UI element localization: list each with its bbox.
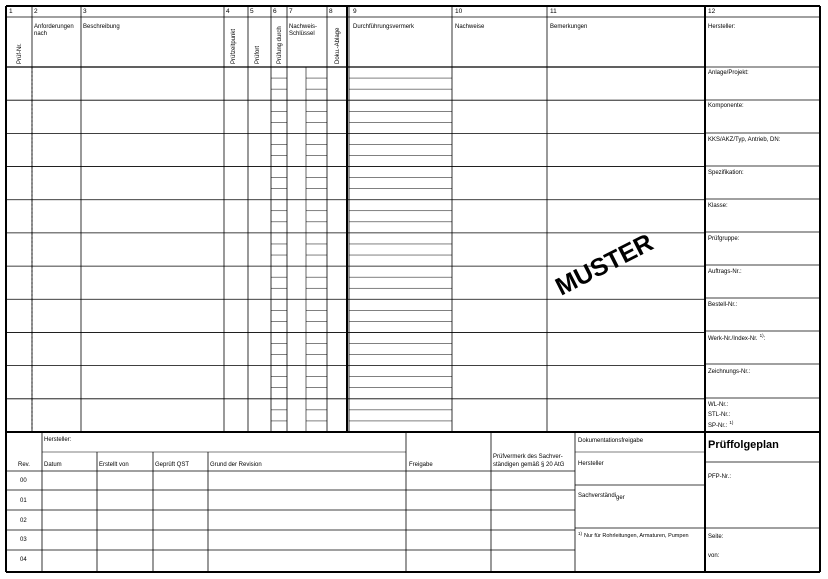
header-nachweis-2: Schlüssel [289, 31, 315, 37]
label-klasse: Klasse: [708, 203, 728, 209]
label-pfp-nr: PFP-Nr.: [708, 474, 732, 480]
label-spezifikation: Spezifikation: [708, 170, 744, 176]
col-number-6: 6 [273, 8, 277, 15]
rev-row-00: 00 [20, 478, 27, 484]
plan-block [708, 439, 779, 559]
header-durchfuehrungsvermerk: Durchführungsvermerk [353, 24, 415, 30]
header-doku-ablage: Doku.-Ablage [335, 27, 341, 64]
label-komponente: Komponente: [708, 103, 744, 109]
label-hersteller: Hersteller: [708, 24, 736, 30]
col-number-4: 4 [226, 8, 230, 15]
label-grund: Grund der Revision [210, 462, 262, 468]
label-werk-nr: Werk-Nr./Index-Nr.$^{1)}$: [708, 333, 766, 342]
header-pruefzeitpunkt: Prüfzeitpunkt [231, 28, 237, 64]
label-seite: Seite: [708, 534, 724, 540]
footnote: $^{1)}$ Nur für Rohrleitungen, Armaturen, Pumpen [578, 531, 689, 539]
col-number-12: 12 [708, 8, 716, 15]
column-headers [17, 24, 587, 64]
label-stl-nr: STL-Nr.: [708, 412, 731, 418]
muster-watermark: MUSTER [550, 228, 658, 302]
label-anlage-projekt: Anlage/Projekt: [708, 70, 749, 76]
label-rev-hersteller: Hersteller: [44, 437, 72, 443]
header-pruef-nr: Prüf-Nr. [17, 43, 23, 64]
header-anforderungen-2: nach [34, 31, 48, 37]
plan-title: Prüffolgeplan [708, 439, 779, 451]
label-pruefvermerk-2: ständigen gemäß § 20 AtG [493, 462, 565, 468]
header-nachweis-1: Nachweis- [289, 24, 318, 30]
label-sp-nr: SP-Nr.:$^{1)}$ [708, 420, 734, 429]
label-von: von: [708, 553, 720, 559]
column-numbers [9, 8, 716, 15]
header-beschreibung: Beschreibung [83, 24, 120, 30]
col-number-3: 3 [83, 8, 87, 15]
rev-row-02: 02 [20, 518, 27, 524]
col-number-9: 9 [353, 8, 357, 15]
label-zeichnungs-nr: Zeichnungs-Nr.: [708, 369, 751, 375]
label-pruefvermerk-1: Prüfvermerk des Sachver- [493, 454, 563, 460]
label-erstellt-von: Erstellt von [99, 462, 129, 468]
col-number-2: 2 [34, 8, 38, 15]
label-dokumentationsfreigabe: Dokumentationsfreigabe [578, 438, 644, 444]
header-anforderungen-1: Anforderungen [34, 24, 74, 30]
label-pruefgruppe: Prüfgruppe: [708, 236, 740, 242]
rev-row-04: 04 [20, 557, 27, 563]
label-sachverstaendiger: Sachverständiger [578, 493, 625, 501]
header-bemerkungen: Bemerkungen [550, 24, 588, 30]
doc-release [578, 438, 689, 539]
col-number-11: 11 [550, 8, 557, 15]
label-geprueft-qst: Geprüft QST [155, 462, 190, 468]
label-bestell-nr: Bestell-Nr.: [708, 302, 738, 308]
header-pruefort: Prüfort [255, 45, 261, 64]
label-kks: KKS/AKZ/Typ, Antrieb, DN: [708, 137, 781, 143]
col-number-10: 10 [455, 8, 463, 15]
label-wl-nr: WL-Nr.: [708, 402, 729, 408]
col-number-1: 1 [9, 8, 13, 15]
header-nachweise: Nachweise [455, 24, 485, 30]
col-number-7: 7 [289, 8, 293, 15]
col-number-8: 8 [329, 8, 333, 15]
revision-block [18, 437, 565, 563]
label-doc-hersteller: Hersteller [578, 461, 604, 467]
label-datum: Datum [44, 462, 62, 468]
rev-row-01: 01 [20, 498, 27, 504]
label-rev: Rev. [18, 462, 30, 468]
header-pruefung-durch: Prüfung durch [277, 26, 283, 64]
right-panel [708, 24, 781, 429]
col-number-5: 5 [250, 8, 254, 15]
label-freigabe: Freigabe [409, 462, 433, 468]
rev-row-03: 03 [20, 537, 27, 543]
label-auftrags-nr: Auftrags-Nr.: [708, 269, 742, 275]
